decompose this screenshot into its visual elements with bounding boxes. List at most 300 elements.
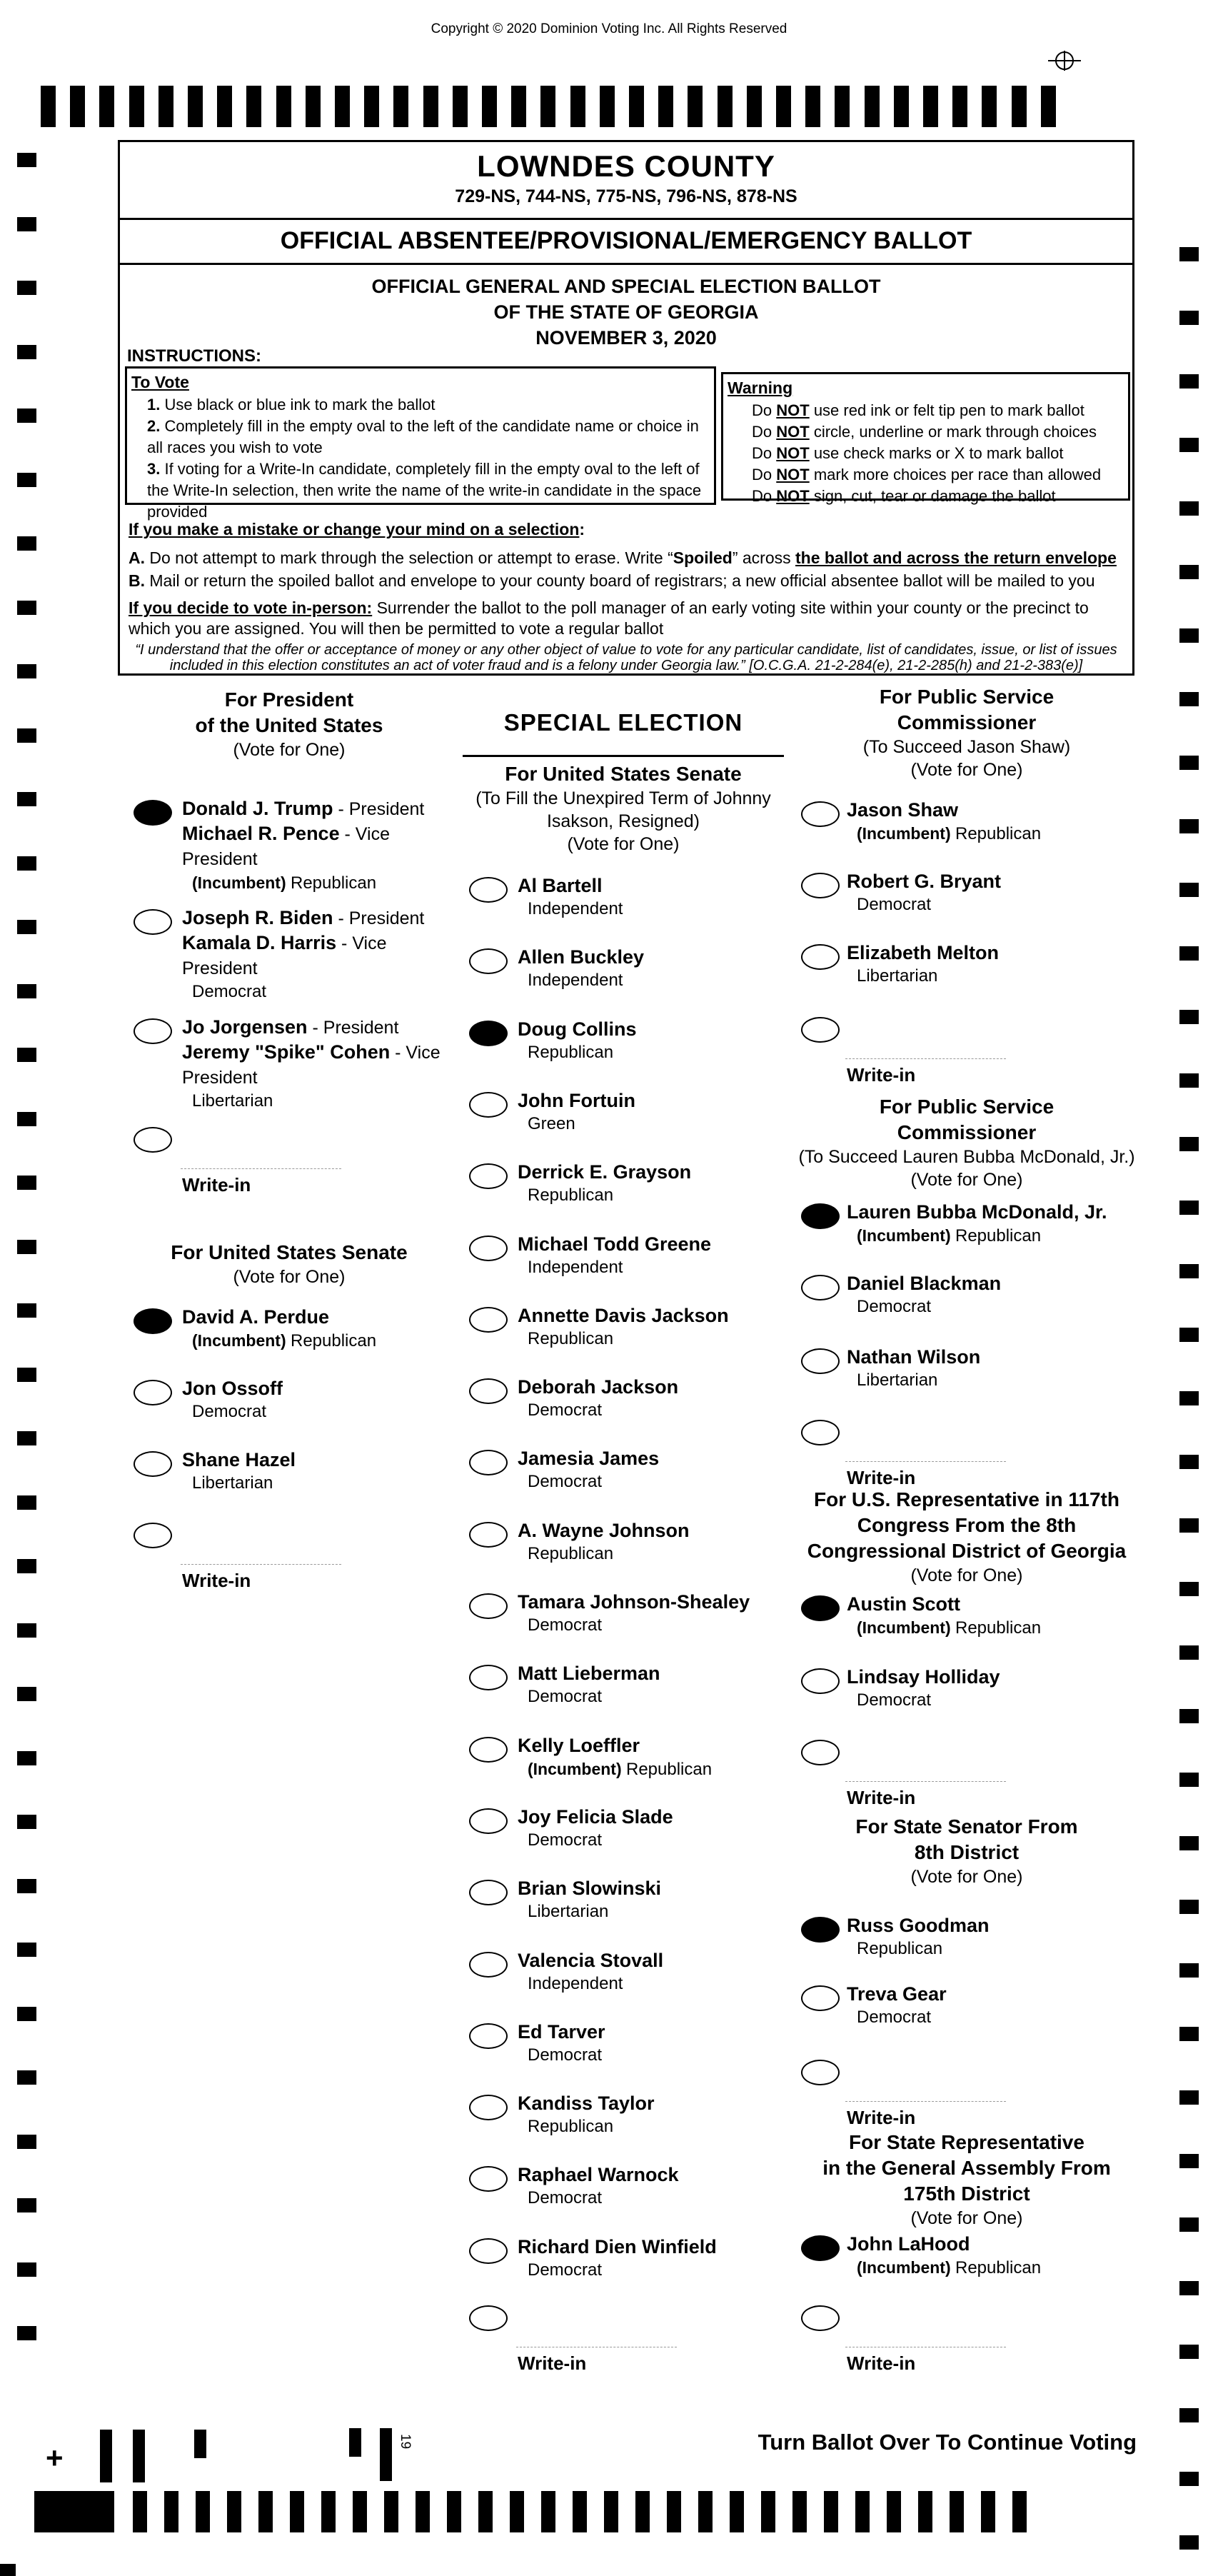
timing-mark: [1179, 438, 1199, 452]
timing-mark: [1179, 1709, 1199, 1723]
to-vote-item: 2. Completely fill in the empty oval to the left of the candidate name or choice in all races you wish to vote: [147, 417, 699, 456]
timing-mark: [1179, 1645, 1199, 1660]
timing-mark: [1179, 2345, 1199, 2359]
candidate-entry: [518, 2091, 655, 2138]
timing-mark: [17, 1176, 36, 1190]
candidate-party: Democrat: [528, 1472, 603, 1491]
contest-title-line: For United States Senate: [171, 1241, 408, 1263]
candidate-oval[interactable]: [469, 2166, 508, 2192]
running-mate-name: Michael R. Pence - Vice President: [182, 823, 390, 869]
candidate-oval[interactable]: [134, 1018, 172, 1044]
write-in-ruled-line[interactable]: [181, 1564, 341, 1565]
candidate-entry: [518, 945, 644, 991]
contest-title-line: Congress From the 8th: [857, 1514, 1077, 1536]
candidate-oval[interactable]: [134, 909, 172, 935]
contest-title-line: 8th District: [914, 1841, 1020, 1863]
candidate-name: Richard Dien Winfield: [518, 2236, 717, 2257]
timing-mark: [17, 601, 36, 615]
candidate-party: (Incumbent) Republican: [857, 1226, 1042, 1246]
vote-for-instruction: (Vote for One): [910, 760, 1023, 780]
contest-title-line: For State Representative: [849, 2131, 1084, 2153]
contest-header: [791, 1487, 1142, 1587]
mistake-item-a: A. Do not attempt to mark through the selection or attempt to erase. Write “Spoiled” across the ballot and across the return envelope: [129, 548, 1117, 567]
candidate-name: Nathan Wilson: [847, 1346, 981, 1368]
candidate-oval[interactable]: [469, 1522, 508, 1548]
timing-mark: [1179, 1137, 1199, 1151]
candidate-party: Democrat: [528, 1830, 603, 1850]
timing-mark: [1179, 2027, 1199, 2041]
timing-mark: [1179, 692, 1199, 706]
timing-mark: [1179, 1328, 1199, 1342]
timing-mark: [17, 536, 36, 551]
contest-title-line: For State Senator From: [855, 1815, 1078, 1838]
candidate-entry: [518, 1590, 750, 1636]
write-in-oval[interactable]: [801, 1420, 840, 1445]
timing-mark: [1179, 2535, 1199, 2550]
to-vote-item: 3. If voting for a Write-In candidate, completely fill in the empty oval to the left of the Write-In selection, then write the name of the write-in candidate in the space provided: [147, 460, 702, 521]
candidate-entry: [847, 1982, 947, 2028]
contest-title-line: of the United States: [195, 714, 383, 736]
vote-for-instruction: (Vote for One): [910, 1170, 1023, 1190]
timing-mark: [1179, 756, 1199, 770]
candidate-name: Michael Todd Greene: [518, 1233, 712, 1255]
timing-mark: [1179, 2281, 1199, 2295]
candidate-name: Doug Collins: [518, 1018, 637, 1040]
timing-mark: [1179, 1391, 1199, 1405]
candidate-party: Independent: [528, 971, 623, 990]
timing-mark: [1179, 247, 1199, 261]
timing-mark: [17, 281, 36, 295]
candidate-name: Al Bartell: [518, 875, 603, 896]
write-in-ruled-line[interactable]: [845, 1058, 1006, 1059]
candidate-entry: [847, 1665, 1000, 1711]
contest-subtitle-line: (To Fill the Unexpired Term of Johnny: [475, 788, 771, 808]
timing-mark: [1179, 2154, 1199, 2168]
stub-bar: [133, 2430, 145, 2482]
candidate-entry: [518, 1805, 673, 1851]
candidate-oval[interactable]: [801, 1917, 840, 1943]
candidate-entry: [847, 1271, 1001, 1318]
candidate-party: Republican: [528, 1186, 614, 1205]
timing-mark: [1179, 2408, 1199, 2422]
candidate-oval[interactable]: [469, 1092, 508, 1118]
vote-for-instruction: (Vote for One): [233, 1267, 346, 1287]
write-in-label: Write-in: [182, 1570, 251, 1591]
timing-mark: [17, 1879, 36, 1893]
timing-mark: [17, 1112, 36, 1126]
candidate-oval[interactable]: [469, 1307, 508, 1333]
timing-mark: [1179, 1582, 1199, 1596]
candidate-oval[interactable]: [469, 2238, 508, 2264]
in-person-note: If you decide to vote in-person: Surrender the ballot to the poll manager of an early voting site within your county or the precinct to which you are assigned. You will then be permitted to vote a regular ballot: [129, 598, 1089, 638]
vote-for-instruction: (Vote for One): [910, 1867, 1023, 1887]
timing-mark: [17, 1303, 36, 1318]
candidate-party: Independent: [528, 1258, 623, 1277]
candidate-party: Republican: [528, 1043, 614, 1062]
running-mate-name: Jeremy "Spike" Cohen - Vice President: [182, 1041, 441, 1088]
candidate-name: Shane Hazel: [182, 1449, 296, 1470]
candidate-party: Independent: [528, 899, 623, 918]
vote-for-instruction: (Vote for One): [910, 1565, 1023, 1585]
contest-title-line: 175th District: [903, 2182, 1030, 2205]
candidate-name: A. Wayne Johnson: [518, 1520, 690, 1541]
candidate-entry: [518, 1303, 729, 1350]
timing-mark: [1179, 1455, 1199, 1469]
election-title-line2: OF THE STATE OF GEORGIA: [493, 301, 759, 323]
candidate-party: Democrat: [528, 2260, 603, 2280]
candidate-oval[interactable]: [469, 1163, 508, 1189]
candidate-entry: [518, 1017, 636, 1063]
candidate-name: Lindsay Holliday: [847, 1666, 1000, 1688]
timing-mark: [1179, 883, 1199, 897]
candidate-name: Allen Buckley: [518, 946, 645, 968]
vote-for-instruction: (Vote for One): [910, 2208, 1023, 2228]
write-in-ruled-line[interactable]: [181, 1168, 341, 1169]
timing-mark: [1179, 1518, 1199, 1533]
write-in-oval[interactable]: [469, 2305, 508, 2331]
timing-mark: [1179, 946, 1199, 961]
write-in-label: Write-in: [847, 1467, 916, 1488]
candidate-entry: [847, 1200, 1107, 1247]
candidate-oval[interactable]: [469, 2023, 508, 2049]
candidate-entry: [847, 869, 1001, 916]
contest-title-line: Congressional District of Georgia: [807, 1540, 1127, 1562]
timing-mark: [1179, 2472, 1199, 2486]
timing-mark: [17, 664, 36, 678]
candidate-party: Libertarian: [528, 1902, 609, 1921]
timing-mark: [17, 856, 36, 871]
candidate-oval[interactable]: [801, 1348, 840, 1374]
candidate-name: Lauren Bubba McDonald, Jr.: [847, 1201, 1107, 1223]
candidate-entry: [182, 1376, 283, 1423]
candidate-party: Independent: [528, 1974, 623, 1993]
candidate-entry: [518, 1446, 659, 1493]
candidate-oval[interactable]: [134, 1308, 172, 1334]
ballot-column-left: [121, 0, 457, 2576]
candidate-entry: [518, 1518, 690, 1565]
timing-mark: [1179, 628, 1199, 643]
candidate-entry: [182, 1015, 457, 1112]
contest-subtitle-line: (To Succeed Lauren Bubba McDonald, Jr.): [798, 1147, 1135, 1167]
candidate-oval[interactable]: [801, 944, 840, 970]
timing-mark: [17, 473, 36, 487]
candidate-entry: [182, 796, 457, 894]
timing-mark: [1179, 501, 1199, 516]
timing-mark: [1179, 565, 1199, 579]
candidate-oval[interactable]: [469, 1236, 508, 1261]
candidate-party: Libertarian: [857, 1370, 938, 1390]
candidate-name: Kandiss Taylor: [518, 2093, 655, 2114]
candidate-oval[interactable]: [469, 877, 508, 903]
write-in-label: Write-in: [182, 1174, 251, 1196]
candidate-entry: [518, 2162, 679, 2209]
contest-title-line: For U.S. Representative in 117th: [814, 1488, 1119, 1510]
candidate-entry: [847, 798, 1041, 845]
candidate-oval[interactable]: [801, 1668, 840, 1694]
candidate-oval[interactable]: [469, 1593, 508, 1619]
write-in-oval[interactable]: [801, 2305, 840, 2331]
write-in-oval[interactable]: [801, 2060, 840, 2085]
candidate-name: Kelly Loeffler: [518, 1735, 640, 1756]
timing-mark: [17, 1048, 36, 1062]
candidate-entry: [847, 2232, 1041, 2279]
timing-mark: [17, 2326, 36, 2340]
timing-block-large: [34, 2491, 114, 2532]
election-title-line1: OFFICIAL GENERAL AND SPECIAL ELECTION BALLOT: [371, 276, 881, 297]
contest-title-line: in the General Assembly From: [822, 2157, 1111, 2179]
write-in-label: Write-in: [847, 1064, 916, 1086]
candidate-name: John LaHood: [847, 2233, 970, 2255]
candidate-name: Jon Ossoff: [182, 1378, 283, 1399]
candidate-oval[interactable]: [469, 1952, 508, 1978]
timing-mark: [1179, 1264, 1199, 1278]
candidate-name: Valencia Stovall: [518, 1950, 664, 1971]
write-in-label: Write-in: [847, 2107, 916, 2128]
candidate-name: Matt Lieberman: [518, 1663, 660, 1684]
mistake-item-b: B. Mail or return the spoiled ballot and envelope to your county board of registrars; a new official absentee ballot will be mailed to you: [129, 571, 1095, 590]
timing-mark: [17, 1943, 36, 1957]
candidate-entry: [847, 941, 999, 987]
candidate-party: (Incumbent) Republican: [857, 824, 1042, 843]
ballot-type-title: OFFICIAL ABSENTEE/PROVISIONAL/EMERGENCY BALLOT: [280, 227, 972, 254]
contest-title-line: Commissioner: [897, 711, 1037, 733]
candidate-name: Daniel Blackman: [847, 1273, 1002, 1294]
warning-item: Do NOT mark more choices per race than allowed: [752, 466, 1102, 483]
timing-mark: [17, 2135, 36, 2149]
ballot-column-middle: [458, 0, 788, 2576]
candidate-party: Democrat: [528, 1615, 603, 1635]
timing-mark: [1179, 1900, 1199, 1914]
candidate-oval[interactable]: [469, 1665, 508, 1690]
timing-mark: [70, 86, 85, 127]
stub-bar: [100, 2430, 112, 2482]
contest-header: [121, 687, 457, 761]
candidate-oval[interactable]: [801, 801, 840, 827]
candidate-party: Democrat: [857, 1690, 932, 1710]
candidate-name: Elizabeth Melton: [847, 942, 1000, 963]
timing-mark: [1179, 2090, 1199, 2105]
candidate-party: Libertarian: [192, 1473, 273, 1493]
timing-mark: [17, 217, 36, 231]
candidate-party: (Incumbent) Republican: [528, 1760, 713, 1779]
candidate-oval[interactable]: [469, 1021, 508, 1046]
contest-header: [121, 1240, 457, 1288]
contest-header: [458, 761, 788, 856]
write-in-oval[interactable]: [134, 1523, 172, 1548]
candidate-name: Jason Shaw: [847, 799, 959, 821]
voter-oath: “I understand that the offer or acceptance of money or any other object of value to vote for any particular candidate, list of candidates, issue, or list of issues included in this election constitutes an act of voter fraud and is a felony under Georgia law.” [O.C.G.A. 21-2-284(e), 21-2-285(h) and 21-2-383(e)]: [135, 642, 1117, 673]
candidate-entry: [518, 1876, 661, 1923]
write-in-oval[interactable]: [801, 1740, 840, 1765]
timing-mark: [17, 920, 36, 934]
timing-mark: [17, 2262, 36, 2277]
timing-mark: [17, 1751, 36, 1765]
candidate-entry: [518, 2235, 717, 2281]
candidate-oval[interactable]: [801, 2235, 840, 2261]
contest-header: [791, 1814, 1142, 1888]
candidate-oval[interactable]: [469, 948, 508, 974]
candidate-entry: [518, 1088, 635, 1135]
candidate-entry: [847, 1345, 980, 1391]
candidate-name: Austin Scott: [847, 1593, 960, 1615]
timing-mark: [17, 984, 36, 998]
candidate-oval[interactable]: [469, 1378, 508, 1404]
timing-mark: [41, 86, 56, 127]
timing-mark: [17, 2007, 36, 2021]
timing-mark: [17, 1815, 36, 1829]
write-in-ruled-line[interactable]: [845, 1461, 1006, 1462]
candidate-oval[interactable]: [469, 1450, 508, 1475]
timing-mark: [1179, 1836, 1199, 1850]
candidate-oval[interactable]: [801, 1595, 840, 1621]
candidate-party: Democrat: [528, 1400, 603, 1420]
candidate-name: Derrick E. Grayson: [518, 1161, 692, 1183]
candidate-oval[interactable]: [134, 1451, 172, 1477]
candidate-name: Brian Slowinski: [518, 1878, 662, 1899]
candidate-oval[interactable]: [801, 1203, 840, 1229]
candidate-oval[interactable]: [469, 1737, 508, 1763]
vote-for-instruction: (Vote for One): [233, 740, 346, 760]
timing-mark: [1179, 1073, 1199, 1088]
timing-mark: [17, 1623, 36, 1638]
timing-mark: [17, 2070, 36, 2085]
candidate-party: Democrat: [528, 1687, 603, 1706]
county-name: LOWNDES COUNTY: [477, 149, 775, 183]
candidate-entry: [182, 1305, 376, 1352]
timing-mark: [1179, 1963, 1199, 1978]
candidate-oval[interactable]: [801, 873, 840, 898]
corner-mark: [0, 2564, 16, 2576]
candidate-name: Tamara Johnson-Shealey: [518, 1591, 750, 1613]
contest-title-line: For United States Senate: [505, 763, 742, 785]
contest-subtitle-line: Isakson, Resigned): [546, 811, 700, 831]
candidate-name: Deborah Jackson: [518, 1376, 679, 1398]
timing-mark: [1179, 1773, 1199, 1787]
candidate-party: (Incumbent) Republican: [192, 873, 377, 893]
candidate-name: Russ Goodman: [847, 1915, 990, 1936]
candidate-name: Ed Tarver: [518, 2021, 605, 2043]
candidate-entry: [518, 1661, 660, 1708]
candidate-name: Jo Jorgensen - President: [182, 1016, 399, 1038]
candidate-party: Green: [528, 1114, 575, 1133]
candidate-entry: [518, 2020, 605, 2066]
write-in-label: Write-in: [518, 2352, 587, 2374]
write-in-oval[interactable]: [134, 1127, 172, 1153]
candidate-party: Democrat: [857, 1297, 932, 1316]
candidate-oval[interactable]: [134, 800, 172, 826]
candidate-party: Democrat: [528, 2045, 603, 2065]
contest-header: [791, 684, 1142, 781]
timing-mark: [1179, 374, 1199, 389]
candidate-oval[interactable]: [801, 1985, 840, 2011]
timing-mark: [17, 1687, 36, 1701]
write-in-ruled-line[interactable]: [845, 1781, 1006, 1782]
warning-title: Warning: [728, 379, 793, 397]
candidate-party: Democrat: [528, 2188, 603, 2207]
write-in-oval[interactable]: [801, 1017, 840, 1043]
candidate-party: Libertarian: [192, 1091, 273, 1111]
timing-mark: [1179, 1201, 1199, 1215]
candidate-name: Joseph R. Biden - President: [182, 907, 425, 928]
timing-mark: [17, 1495, 36, 1510]
write-in-ruled-line[interactable]: [845, 2101, 1006, 2102]
candidate-party: Republican: [528, 1329, 614, 1348]
candidate-party: (Incumbent) Republican: [192, 1331, 377, 1350]
candidate-entry: [847, 1592, 1041, 1639]
candidate-name: Annette Davis Jackson: [518, 1305, 729, 1326]
candidate-name: Donald J. Trump - President: [182, 798, 425, 819]
candidate-party: Libertarian: [857, 966, 938, 986]
candidate-oval[interactable]: [469, 1808, 508, 1834]
candidate-party: Democrat: [192, 1402, 267, 1421]
contest-title-line: Commissioner: [897, 1121, 1037, 1143]
timing-mark: [17, 728, 36, 743]
warning-item: Do NOT use check marks or X to mark ballot: [752, 444, 1064, 462]
timing-mark: [17, 1368, 36, 1382]
write-in-label: Write-in: [847, 2352, 916, 2374]
timing-mark: [17, 792, 36, 806]
timing-mark: [1179, 819, 1199, 833]
timing-mark: [1179, 2217, 1199, 2232]
candidate-party: Democrat: [192, 982, 267, 1001]
candidate-oval[interactable]: [469, 2095, 508, 2120]
candidate-entry: [518, 1375, 678, 1421]
candidate-entry: [518, 1160, 691, 1206]
timing-mark: [17, 153, 36, 167]
candidate-name: Treva Gear: [847, 1983, 947, 2005]
ballot-column-right: [791, 0, 1142, 2576]
timing-mark: [1179, 311, 1199, 325]
stub-number: 19: [398, 2434, 413, 2450]
contest-title-line: For Public Service: [879, 686, 1055, 708]
stub-bar: [380, 2428, 392, 2481]
turn-ballot-over-text: Turn Ballot Over To Continue Voting: [758, 2430, 1137, 2455]
candidate-name: David A. Perdue: [182, 1306, 330, 1328]
warning-item: Do NOT sign, cut, tear or damage the ballot: [752, 487, 1056, 505]
warning-item: Do NOT circle, underline or mark through choices: [752, 423, 1097, 441]
vote-for-instruction: (Vote for One): [567, 834, 680, 854]
candidate-entry: [182, 906, 457, 1003]
candidate-party: Democrat: [857, 895, 932, 914]
candidate-party: Republican: [857, 1939, 943, 1958]
candidate-party: Democrat: [857, 2008, 932, 2027]
candidate-entry: [847, 1913, 990, 1960]
candidate-name: John Fortuin: [518, 1090, 635, 1111]
timing-mark: [17, 345, 36, 359]
precinct-codes: 729-NS, 744-NS, 775-NS, 796-NS, 878-NS: [455, 186, 797, 206]
stub-bar: [349, 2428, 361, 2457]
candidate-party: Republican: [528, 1544, 614, 1563]
to-vote-item: 1. Use black or blue ink to mark the ballot: [147, 396, 436, 414]
contest-header: [791, 1094, 1142, 1191]
contest-subtitle-line: (To Succeed Jason Shaw): [862, 737, 1071, 757]
candidate-oval[interactable]: [134, 1380, 172, 1405]
timing-mark: [17, 1559, 36, 1573]
candidate-oval[interactable]: [801, 1275, 840, 1300]
contest-header: [791, 2130, 1142, 2230]
special-election-banner: SPECIAL ELECTION: [503, 709, 743, 736]
write-in-label: Write-in: [847, 1787, 916, 1808]
copyright-line: Copyright © 2020 Dominion Voting Inc. All Rights Reserved: [431, 21, 787, 36]
candidate-party: Republican: [528, 2117, 614, 2136]
warning-item: Do NOT use red ink or felt tip pen to mark ballot: [752, 401, 1084, 419]
candidate-oval[interactable]: [469, 1880, 508, 1905]
timing-mark: [17, 409, 36, 423]
candidate-name: Jamesia James: [518, 1448, 660, 1469]
candidate-party: (Incumbent) Republican: [857, 2258, 1042, 2277]
mistake-heading: If you make a mistake or change your mind on a selection:: [129, 520, 585, 538]
candidate-name: Raphael Warnock: [518, 2164, 679, 2185]
